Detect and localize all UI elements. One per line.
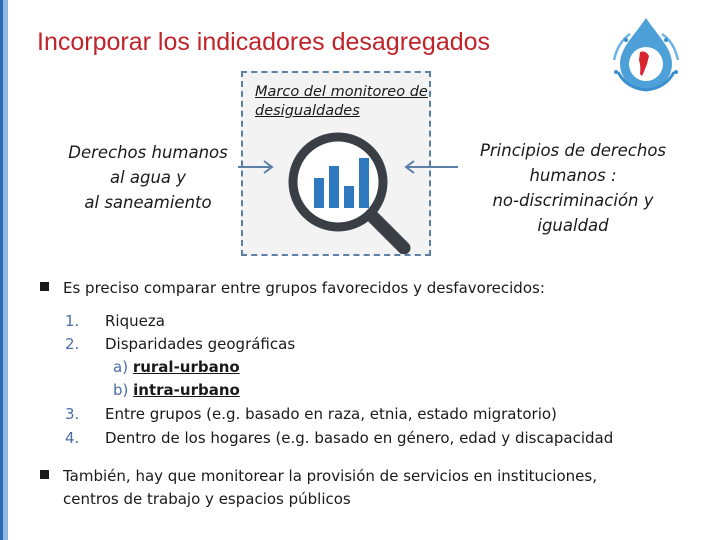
slide-title: Incorporar los indicadores desagregados xyxy=(37,28,491,56)
list-text: Disparidades geográficas xyxy=(105,335,296,353)
left-concept-line: Derechos humanos xyxy=(68,143,228,162)
list-number: 3. xyxy=(65,405,80,423)
bullet-text: centros de trabajo y espacios públicos xyxy=(63,490,351,508)
list-number: 1. xyxy=(65,312,80,330)
list-text: Dentro de los hogares (e.g. basado en género, edad y discapacidad xyxy=(105,429,614,447)
bullet-text: Es preciso comparar entre grupos favorecidos y desfavorecidos: xyxy=(63,279,545,297)
water-drop-globe-logo-icon xyxy=(604,12,688,96)
square-bullet-icon xyxy=(40,470,49,479)
list-number: 4. xyxy=(65,429,80,447)
sub-list-text: rural-urbano xyxy=(132,358,240,376)
list-number: 2. xyxy=(65,335,80,353)
right-concept-line: humanos : xyxy=(529,166,617,185)
sub-list-item xyxy=(113,380,240,401)
arrow-right-icon xyxy=(238,160,274,174)
sub-list-text: intra-urbano xyxy=(133,381,240,399)
left-concept xyxy=(48,140,248,215)
left-concept-line: al saneamiento xyxy=(84,193,212,212)
magnifier-bar-chart-icon xyxy=(278,128,414,254)
list-item xyxy=(65,334,295,355)
left-concept-line: al agua y xyxy=(109,168,187,187)
list-text: Riqueza xyxy=(105,312,165,330)
right-concept-line: Principios de derechos xyxy=(479,141,667,160)
sub-list-item xyxy=(113,357,240,378)
list-item xyxy=(65,404,557,425)
list-text: Entre grupos (e.g. basado en raza, etnia, estado migratorio) xyxy=(105,405,557,423)
right-concept-line: igualdad xyxy=(537,216,609,235)
list-item xyxy=(65,311,165,332)
right-concept xyxy=(458,138,688,238)
left-accent-bar xyxy=(0,0,8,540)
square-bullet-icon xyxy=(40,282,49,291)
right-concept-line: no-discriminación y xyxy=(492,191,654,210)
bullet-text: También, hay que monitorear la provisión de servicios en instituciones, xyxy=(63,467,597,485)
framework-label: Marco del monitoreo de desigualdades xyxy=(255,84,428,119)
list-item xyxy=(65,428,613,449)
arrow-left-icon xyxy=(404,160,458,174)
sub-list-letter: b) xyxy=(113,381,129,399)
sub-list-letter: a) xyxy=(113,358,129,376)
